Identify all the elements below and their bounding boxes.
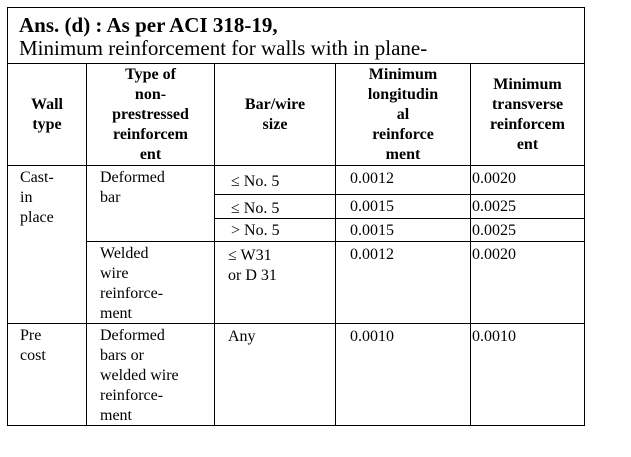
reinforcement-type-deformed: Deformed bar bbox=[100, 169, 165, 206]
reinforcement-table bbox=[7, 7, 585, 426]
min-transverse-cell: 0.0025 bbox=[472, 222, 516, 239]
bar-size-cell: > No. 5 bbox=[231, 222, 280, 239]
min-longitudinal-cell: 0.0012 bbox=[350, 170, 394, 187]
bar-size-cell: ≤ No. 5 bbox=[231, 200, 280, 217]
header-min-longitudinal: Minimum longitudin al reinforce ment bbox=[367, 65, 439, 163]
row-divider-precast bbox=[8, 323, 584, 324]
bar-size-cell: ≤ W31 or D 31 bbox=[228, 247, 277, 284]
header-bar-size: Bar/wire size bbox=[244, 95, 306, 133]
header-min-transverse: Minimum transverse reinforcem ent bbox=[490, 75, 565, 153]
min-transverse-cell: 0.0010 bbox=[472, 328, 516, 345]
min-longitudinal-cell: 0.0015 bbox=[350, 198, 394, 215]
min-transverse-cell: 0.0020 bbox=[472, 246, 516, 263]
min-transverse-cell: 0.0025 bbox=[472, 198, 516, 215]
row-divider-header bbox=[8, 165, 584, 166]
row-divider-sub1 bbox=[214, 194, 584, 195]
table-caption: Minimum reinforcement for walls with in plane- bbox=[19, 36, 428, 60]
bar-size-cell: ≤ No. 5 bbox=[231, 173, 280, 190]
min-longitudinal-cell: 0.0010 bbox=[350, 328, 394, 345]
reinforcement-type-welded: Welded wire reinforce- ment bbox=[100, 245, 164, 322]
header-reinforcement-type: Type of non- prestressed reinforcem ent bbox=[112, 65, 189, 163]
wall-type-cast-in-place: Cast- in place bbox=[20, 169, 54, 226]
min-longitudinal-cell: 0.0012 bbox=[350, 246, 394, 263]
row-divider-welded bbox=[86, 241, 584, 242]
bar-size-cell: Any bbox=[228, 328, 256, 345]
min-longitudinal-cell: 0.0015 bbox=[350, 222, 394, 239]
reinforcement-type-precast: Deformed bars or welded wire reinforce- ment bbox=[100, 327, 179, 424]
min-transverse-cell: 0.0020 bbox=[472, 170, 516, 187]
answer-title: Ans. (d) : As per ACI 318-19, bbox=[19, 13, 278, 37]
wall-type-precast: Pre cost bbox=[20, 327, 46, 364]
table-header-box bbox=[8, 8, 584, 64]
header-wall-type: Wall type bbox=[30, 95, 63, 133]
